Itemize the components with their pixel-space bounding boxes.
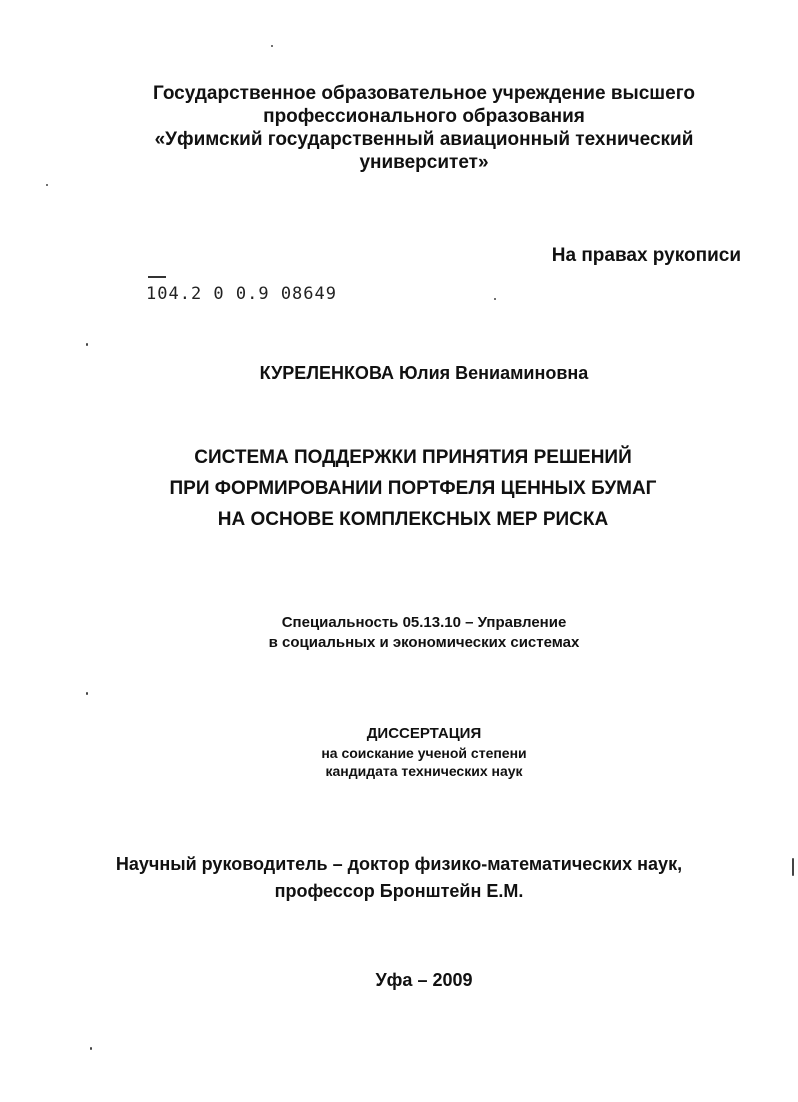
title-line: НА ОСНОВЕ КОМПЛЕКСНЫХ МЕР РИСКА <box>217 509 609 530</box>
scan-speck <box>494 298 496 300</box>
institution-line: Государственное образовательное учреждение высшего <box>153 83 695 104</box>
specialty <box>0 613 798 653</box>
scan-speck <box>90 1047 92 1050</box>
manuscript-note: На правах рукописи <box>551 245 741 266</box>
dissertation-line: кандидата технических наук <box>325 763 523 779</box>
dissertation-heading: ДИССЕРТАЦИЯ <box>366 725 482 742</box>
archive-number: 104.2 0 0.9 08649 <box>146 284 337 304</box>
dissertation-info <box>0 724 798 780</box>
institution-header <box>0 82 798 174</box>
specialty-line: в социальных и экономических системах <box>268 634 580 651</box>
title-line: СИСТЕМА ПОДДЕРЖКИ ПРИНЯТИЯ РЕШЕНИЙ <box>194 447 632 468</box>
scan-speck <box>86 692 88 695</box>
supervisor <box>0 851 798 905</box>
institution-line: профессионального образования <box>263 106 585 127</box>
city-year: Уфа – 2009 <box>375 970 473 990</box>
institution-line: «Уфимский государственный авиационный технический <box>154 129 694 150</box>
dissertation-line: на соискание ученой степени <box>321 745 527 761</box>
specialty-line: Специальность 05.13.10 – Управление <box>281 614 567 631</box>
archive-stamp-mark <box>148 276 166 278</box>
scan-speck <box>271 45 273 47</box>
supervisor-line: профессор Бронштейн Е.М. <box>274 881 524 901</box>
scan-speck <box>86 343 88 346</box>
author-name: КУРЕЛЕНКОВА Юлия Вениаминовна <box>259 363 589 383</box>
title-line: ПРИ ФОРМИРОВАНИИ ПОРТФЕЛЯ ЦЕННЫХ БУМАГ <box>169 478 657 499</box>
thesis-title <box>0 442 798 535</box>
scan-speck <box>46 184 48 186</box>
institution-line: университет» <box>359 152 489 173</box>
supervisor-line: Научный руководитель – доктор физико-математических наук, <box>115 854 683 874</box>
